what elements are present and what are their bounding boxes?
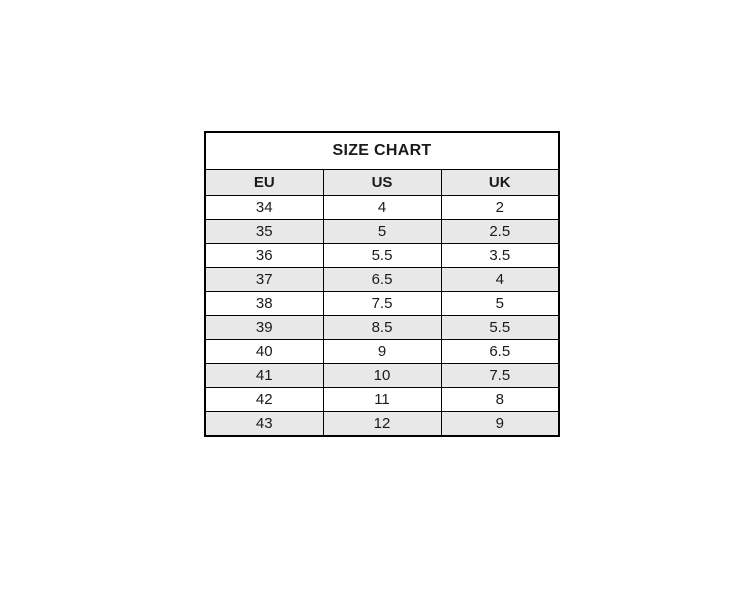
table-cell: 39 [205, 316, 323, 340]
table-cell: 5 [323, 220, 441, 244]
table-cell: 8.5 [323, 316, 441, 340]
table-cell: 4 [441, 268, 559, 292]
table-header-row [205, 170, 559, 196]
table-title-row [205, 132, 559, 170]
table-cell: 2 [441, 196, 559, 220]
table-cell: 5.5 [441, 316, 559, 340]
table-cell: 10 [323, 364, 441, 388]
table-row [205, 292, 559, 316]
table-cell: 12 [323, 412, 441, 437]
table-cell: 3.5 [441, 244, 559, 268]
table-cell: 40 [205, 340, 323, 364]
column-header-us: US [323, 170, 441, 196]
table-cell: 4 [323, 196, 441, 220]
table-row [205, 244, 559, 268]
table-cell: 9 [323, 340, 441, 364]
table-row [205, 268, 559, 292]
table-cell: 11 [323, 388, 441, 412]
table-row [205, 412, 559, 437]
table-row [205, 220, 559, 244]
column-header-uk: UK [441, 170, 559, 196]
size-chart-container [204, 131, 560, 437]
table-cell: 34 [205, 196, 323, 220]
table-cell: 6.5 [323, 268, 441, 292]
table-row [205, 316, 559, 340]
table-row [205, 388, 559, 412]
table-row [205, 364, 559, 388]
table-row [205, 196, 559, 220]
table-cell: 5 [441, 292, 559, 316]
table-title: SIZE CHART [205, 132, 559, 170]
table-cell: 43 [205, 412, 323, 437]
table-cell: 7.5 [323, 292, 441, 316]
table-cell: 35 [205, 220, 323, 244]
table-row [205, 340, 559, 364]
table-cell: 36 [205, 244, 323, 268]
table-cell: 8 [441, 388, 559, 412]
table-cell: 2.5 [441, 220, 559, 244]
table-cell: 5.5 [323, 244, 441, 268]
table-cell: 37 [205, 268, 323, 292]
table-cell: 41 [205, 364, 323, 388]
size-chart-table [204, 131, 560, 437]
table-cell: 9 [441, 412, 559, 437]
table-cell: 38 [205, 292, 323, 316]
table-cell: 6.5 [441, 340, 559, 364]
table-cell: 7.5 [441, 364, 559, 388]
column-header-eu: EU [205, 170, 323, 196]
table-cell: 42 [205, 388, 323, 412]
